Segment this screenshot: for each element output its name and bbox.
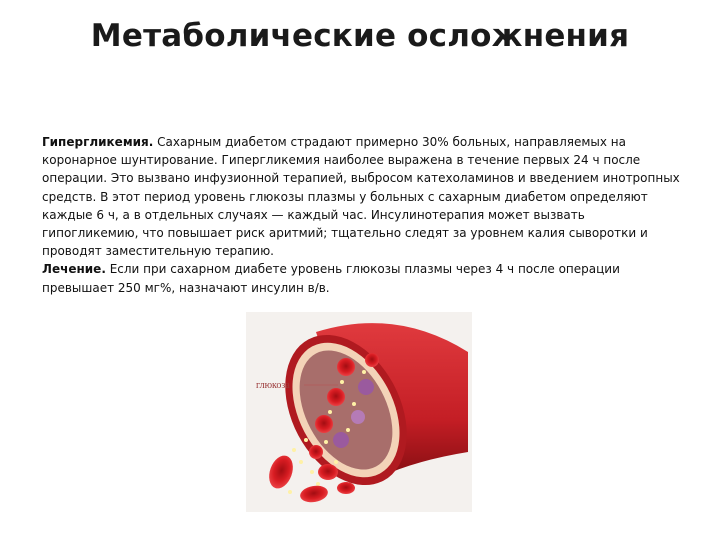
red-blood-cell [318, 464, 338, 480]
paragraph-treatment [42, 260, 682, 296]
paragraph-hyperglycemia [42, 133, 682, 260]
red-blood-cell [327, 388, 345, 406]
paragraph-text: Если при сахарном диабете уровень глюкозы плазмы через 4 ч после операции превышает 250 мг%, назначают инсулин в/в. [42, 262, 620, 295]
red-blood-cell [315, 415, 333, 433]
white-blood-cell [351, 410, 365, 424]
blood-vessel-illustration [246, 312, 472, 512]
red-blood-cell [337, 358, 355, 376]
body-text [42, 133, 682, 297]
red-blood-cell [337, 482, 355, 494]
paragraph-lead: Лечение. [42, 262, 106, 277]
glucose-label: глюкоза [256, 380, 290, 391]
blood-vessel-drawing [246, 312, 472, 512]
paragraph-text: Сахарным диабетом страдают примерно 30% больных, направляемых на коронарное шунтирование. Гипергликемия наиболее выражена в течение первых 24 ч после операции. Это вызвано инфузионной терапией, выбросом катехоламинов и введением инотропных средств. В этот период уровень глюкозы плазмы у больных с сахарным диабетом определяют каждые 6 ч, а в отдельных случаях — каждый час. Инсулинотерапия может вызвать гипогликемию, что повышает риск аритмий; тщательно следят за уровнем калия сыворотки и проводят заместительную терапию. [42, 135, 680, 259]
white-blood-cell [358, 379, 374, 395]
red-blood-cell [365, 353, 379, 367]
paragraph-lead: Гипергликемия. [42, 135, 154, 149]
white-blood-cell [333, 432, 349, 448]
red-blood-cell [309, 445, 323, 459]
page-title: Метаболические осложнения [90, 18, 630, 54]
